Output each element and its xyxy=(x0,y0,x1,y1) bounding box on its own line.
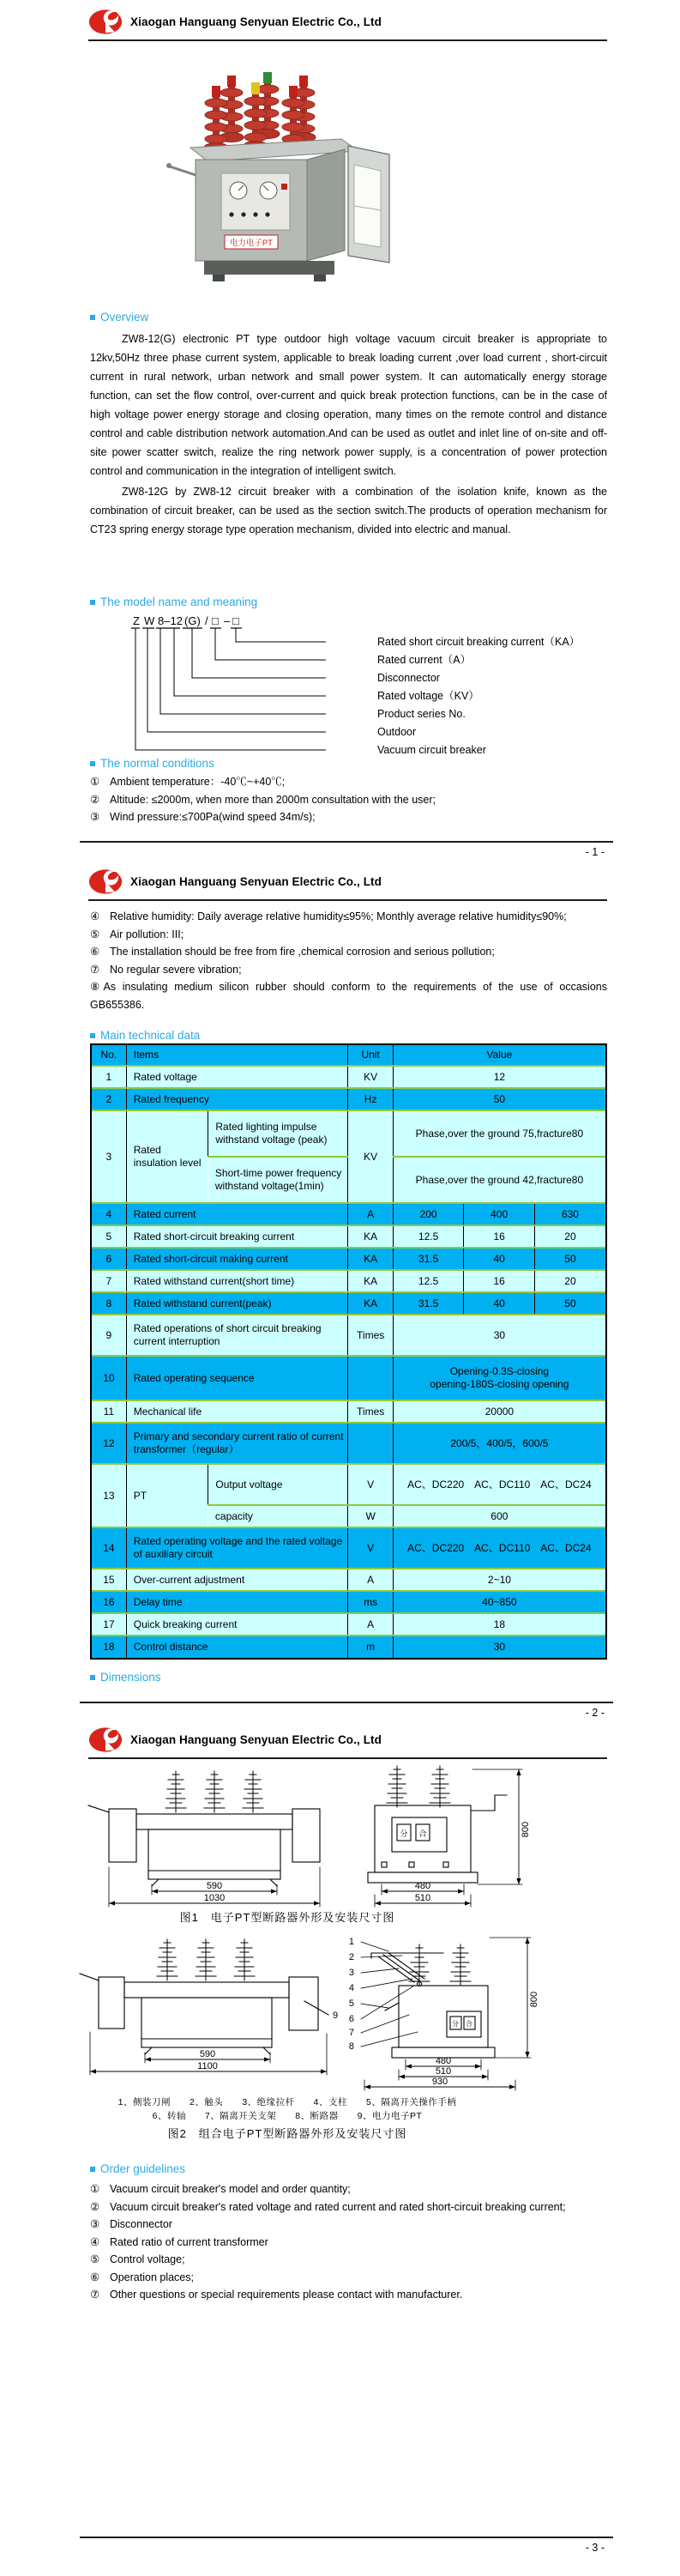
dim-590-label: 590 xyxy=(206,1881,223,1891)
company-name: Xiaogan Hanguang Senyuan Electric Co., Ltd xyxy=(130,15,382,28)
table-row: 14 Rated operating voltage and the rated voltage of auxiliary circuit V AC、DC220 AC、DC110 AC、DC24 xyxy=(92,1527,605,1569)
model-label-disconnector: Disconnector xyxy=(377,672,440,684)
figure2-caption: 图2 组合电子PT型断路器外形及安装尺寸图 xyxy=(167,2127,407,2140)
model-token-dash: – xyxy=(224,614,231,627)
section-model-title: The model name and meaning xyxy=(90,596,257,608)
page1-header xyxy=(88,9,607,41)
callout-9: 9 xyxy=(333,2011,339,2021)
company-logo-icon xyxy=(88,9,123,35)
model-token-slash: / xyxy=(205,614,208,627)
fig2-callout-lines xyxy=(361,1942,418,2047)
model-label-rated-current: Rated current（A） xyxy=(377,654,472,666)
normal-conditions-list xyxy=(90,773,607,826)
callout-4: 4 xyxy=(348,1983,354,1993)
table-row: 5 Rated short-circuit breaking current KA 12.5 16 20 xyxy=(92,1225,605,1248)
model-token-g: (G) xyxy=(184,614,201,627)
list-item: ⑦ Other questions or special requirements please contact with manufacturer. xyxy=(90,2289,463,2301)
table-row: 10 Rated operating sequence Opening-0.3S-closing opening-180S-closing opening xyxy=(92,1356,605,1400)
table-row: 3 Rated insulation level Rated lighting impulse withstand voltage (peak) KV Phase,over the ground 75,fracture80 xyxy=(92,1110,605,1157)
fig2-panel-open-label: 分 xyxy=(452,2020,459,2028)
dim-1030-label: 1030 xyxy=(203,1893,226,1903)
table-row: 4 Rated current A 200 400 630 xyxy=(92,1203,605,1225)
callout-5: 5 xyxy=(348,1999,354,2009)
model-leader-lines xyxy=(135,628,326,750)
callout-2: 2 xyxy=(348,1952,354,1962)
page3-number: - 3 - xyxy=(585,2542,605,2554)
fig2-panel-close-label: 合 xyxy=(466,2020,472,2028)
fig1-side-view xyxy=(368,1766,507,1883)
table-row: 11 Mechanical life Times 20000 xyxy=(92,1400,605,1423)
callout-3: 3 xyxy=(348,1968,354,1978)
list-item: ② Vacuum circuit breaker's rated voltage and rated current and rated short-circuit breaking current; xyxy=(90,2200,566,2213)
company-logo-icon xyxy=(88,1726,123,1753)
open-door xyxy=(348,146,389,263)
overview-paragraph-1: ZW8-12(G) electronic PT type outdoor high voltage vacuum circuit breaker is appropriate to 12kv,50Hz three phase current system, applicable to break loading current ,over load current , short-circuit current in rural network, urban network and small power system. It can automatically energy storage function, can set the flow control, over-current and quick break protection functions, can be in the case of high voltage power energy storage and closing operation, many times on the remote control and distance control and cable distribution network automation.And can be used as outlet and inlet line of on-site and off-site power scatter switch, realize the ring network power supply, is a concentration of power protection control and communication in the integration of intelligent switch. xyxy=(90,333,607,477)
table-row: Short-time power frequency withstand voltage(1min) Phase,over the ground 42,fracture80 xyxy=(92,1157,605,1203)
figure2-legend-line2: 6、转轴 7、隔离开关支架 8、断路器 9、电力电子PT xyxy=(152,2111,423,2121)
page1-footer-line xyxy=(80,841,613,843)
list-item: ⑥ The installation should be free from fire ,chemical corrosion and serious pollution; xyxy=(90,946,495,958)
section-bullet xyxy=(90,1675,95,1680)
table-row: 18 Control distance m 30 xyxy=(92,1636,605,1658)
dim-1100-label: 1100 xyxy=(197,2061,218,2071)
table-row: 8 Rated withstand current(peak) KA 31.5 40 50 xyxy=(92,1292,605,1315)
section-bullet xyxy=(90,600,95,605)
fig1-panel-close-label: 合 xyxy=(418,1829,427,1838)
page1-number: - 1 - xyxy=(585,846,605,858)
section-bullet xyxy=(90,761,95,766)
fig2-front-view xyxy=(80,1939,328,2054)
order-guidelines-list xyxy=(90,2180,607,2304)
overview-paragraph-2: ZW8-12G by ZW8-12 circuit breaker with a combination of the isolation knife, known as the combination of circuit breaker, can be used as the section switch.The products of operation mechanism for CT23 spring energy storage type operation mechanism, divided into electric and manual. xyxy=(90,486,607,535)
table-row: 13 PT Output voltage V AC、DC220 AC、DC110 AC、DC24 xyxy=(92,1464,605,1505)
model-diagram xyxy=(90,611,607,759)
dim-480-label: 480 xyxy=(435,2056,452,2066)
table-row: 7 Rated withstand current(short time) KA 12.5 16 20 xyxy=(92,1270,605,1292)
table-row: 1 Rated voltage KV 12 xyxy=(92,1066,605,1088)
section-normal-conditions-title: The normal conditions xyxy=(90,757,214,770)
model-label-vcb: Vacuum circuit breaker xyxy=(377,744,486,756)
list-item: ④ Rated ratio of current transformer xyxy=(90,2235,268,2248)
model-token-812: 8–12 xyxy=(158,614,183,627)
model-label-series-no: Product series No. xyxy=(377,708,466,720)
table-row: 12 Primary and secondary current ratio of current transformer（regular） 200/5，400/5，600/5 xyxy=(92,1423,605,1464)
overview-text xyxy=(90,330,607,541)
model-label-breaking-current: Rated short circuit breaking current（KA） xyxy=(377,636,581,648)
fig1-front-dims xyxy=(109,1867,320,1907)
table-row: 17 Quick breaking current A 18 xyxy=(92,1613,605,1636)
list-item: ③ Wind pressure:≤700Pa(wind speed 34m/s); xyxy=(90,811,316,823)
fig1-panel-open-label: 分 xyxy=(400,1829,408,1838)
pt-label: 电力电子PT xyxy=(229,239,274,248)
model-label-outdoor: Outdoor xyxy=(377,726,417,738)
dim-480-label: 480 xyxy=(414,1881,431,1891)
page3-footer-line xyxy=(80,2537,613,2538)
table-row: 9 Rated operations of short circuit breaking current interruption Times 30 xyxy=(92,1315,605,1356)
conditions-continued-list xyxy=(90,908,607,1013)
table-header-row: No. Items Unit Value xyxy=(92,1045,605,1066)
table-row: 15 Over-current adjustment A 2~10 xyxy=(92,1569,605,1591)
section-bullet xyxy=(90,1033,95,1038)
list-item: ① Vacuum circuit breaker's model and order quantity; xyxy=(90,2183,351,2195)
rear-insulators xyxy=(220,72,316,142)
model-token-box2: □ xyxy=(232,614,239,627)
dim-510-label: 510 xyxy=(435,2066,452,2077)
technical-data-table xyxy=(90,1043,607,1660)
figure2-legend-line1: 1、侧装刀闸 2、触头 3、绝缘拉杆 4、支柱 5、隔离开关操作手柄 xyxy=(117,2097,457,2107)
table-row: 2 Rated frequency Hz 50 xyxy=(92,1088,605,1110)
list-item: ③ Disconnector xyxy=(90,2218,172,2230)
model-token-w: W xyxy=(144,614,155,627)
callout-1: 1 xyxy=(348,1937,354,1947)
table-row: 16 Delay time ms 40~850 xyxy=(92,1591,605,1613)
dim-800-label: 800 xyxy=(521,1821,531,1838)
callout-8: 8 xyxy=(348,2041,354,2052)
fig1-side-dims xyxy=(375,1769,531,1907)
list-item: ⑤ Air pollution: III; xyxy=(90,928,184,940)
list-item: ⑧As insulating medium silicon rubber should conform to the requirements of the use of occasions GB655386. xyxy=(90,981,607,1011)
list-item: ① Ambient temperature：-40℃~+40℃; xyxy=(90,776,286,788)
callout-7: 7 xyxy=(348,2028,354,2038)
list-item: ② Altitude: ≤2000m, when more than 2000m consultation with the user; xyxy=(90,793,436,806)
dim-510-label: 510 xyxy=(414,1893,431,1903)
table-row: capacity W 600 xyxy=(92,1505,605,1527)
section-bullet xyxy=(90,2167,95,2172)
list-item: ⑤ Control voltage; xyxy=(90,2253,185,2265)
list-item: ⑥ Operation places; xyxy=(90,2271,194,2283)
section-overview-title: Overview xyxy=(90,311,148,324)
figure1-caption: 图1 电子PT型断路器外形及安装尺寸图 xyxy=(179,1911,395,1924)
company-name: Xiaogan Hanguang Senyuan Electric Co., Ltd xyxy=(130,875,382,888)
section-order-guidelines-title: Order guidelines xyxy=(90,2162,185,2175)
fig1-front-view xyxy=(88,1771,320,1886)
model-label-rated-voltage: Rated voltage（KV） xyxy=(377,690,479,702)
section-technical-data-title: Main technical data xyxy=(90,1029,200,1042)
product-photo xyxy=(146,45,394,298)
section-bullet xyxy=(90,315,95,320)
section-dimensions-title: Dimensions xyxy=(90,1671,161,1684)
table-row: 6 Rated short-circuit making current KA 31.5 40 50 xyxy=(92,1248,605,1270)
list-item: ④ Relative humidity: Daily average relative humidity≤95%; Monthly average relative humidity≤90%; xyxy=(90,910,567,922)
list-item: ⑦ No regular severe vibration; xyxy=(90,963,242,976)
figure2-drawing xyxy=(73,1929,553,2092)
dim-800-label: 800 xyxy=(529,1991,539,2008)
dim-590-label: 590 xyxy=(199,2049,216,2059)
page3-header xyxy=(88,1726,607,1759)
callout-6: 6 xyxy=(348,2014,354,2024)
company-logo-icon xyxy=(88,868,123,895)
model-token-box1: □ xyxy=(212,614,219,627)
model-token-z: Z xyxy=(133,614,140,627)
figure1-drawing xyxy=(73,1764,553,1908)
company-name: Xiaogan Hanguang Senyuan Electric Co., Ltd xyxy=(130,1733,382,1746)
page2-header xyxy=(88,868,607,901)
page2-number: - 2 - xyxy=(585,1707,605,1719)
page2-footer-line xyxy=(80,1702,613,1703)
dim-930-label: 930 xyxy=(431,2077,448,2087)
